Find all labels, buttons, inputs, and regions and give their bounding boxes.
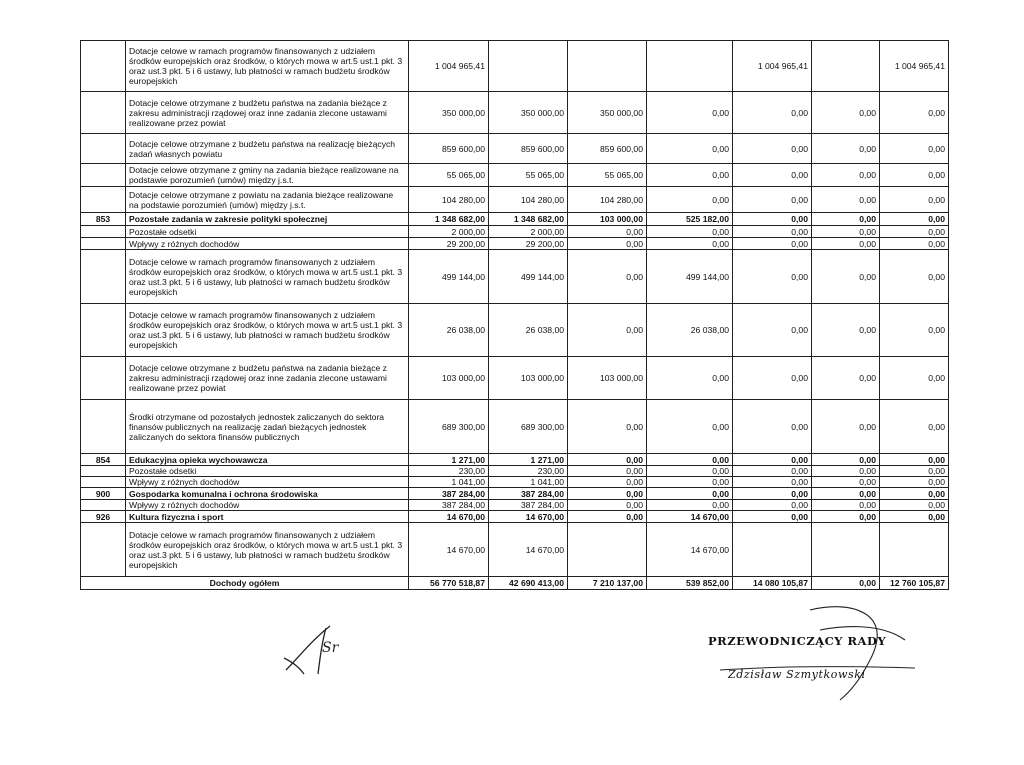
section-code-cell: 900 <box>81 488 126 500</box>
amount-cell: 0,00 <box>647 477 733 488</box>
amount-cell: 0,00 <box>880 304 949 357</box>
amount-cell: 689 300,00 <box>489 400 568 454</box>
table-row <box>81 523 949 577</box>
description-cell: Dotacje celowe w ramach programów finansowanych z udziałem środków europejskich oraz środków, o których mowa w art.5 ust.1 pkt. 3 oraz ust.3 pkt. 5 i 6 ustawy, lub płatności w ramach budżetu środków europejskich <box>126 41 409 92</box>
table-row <box>81 466 949 477</box>
amount-cell: 0,00 <box>812 304 880 357</box>
amount-cell: 0,00 <box>880 92 949 134</box>
budget-income-table <box>80 40 949 590</box>
amount-cell: 859 600,00 <box>568 134 647 164</box>
section-code-cell <box>81 357 126 400</box>
amount-cell: 0,00 <box>880 187 949 213</box>
description-cell: Dotacje celowe w ramach programów finansowanych z udziałem środków europejskich oraz środków, o których mowa w art.5 ust.1 pkt. 3 oraz ust.3 pkt. 5 i 6 ustawy, lub płatności w ramach budżetu środków europejskich <box>126 250 409 304</box>
amount-cell: 0,00 <box>880 511 949 523</box>
description-cell: Środki otrzymane od pozostałych jednostek zaliczanych do sektora finansów publicznych na realizację zadań bieżących jednostek zaliczanych do sektora finansów publicznych <box>126 400 409 454</box>
table-row <box>81 400 949 454</box>
section-code-cell <box>81 500 126 511</box>
description-cell: Edukacyjna opieka wychowawcza <box>126 454 409 466</box>
amount-cell: 0,00 <box>812 477 880 488</box>
total-amount-cell: 12 760 105,87 <box>880 577 949 590</box>
amount-cell: 104 280,00 <box>489 187 568 213</box>
amount-cell: 2 000,00 <box>489 226 568 238</box>
amount-cell: 0,00 <box>812 187 880 213</box>
amount-cell: 0,00 <box>647 226 733 238</box>
amount-cell: 387 284,00 <box>409 488 489 500</box>
amount-cell: 26 038,00 <box>409 304 489 357</box>
table-row <box>81 41 949 92</box>
amount-cell: 0,00 <box>812 213 880 226</box>
amount-cell <box>568 523 647 577</box>
amount-cell: 2 000,00 <box>409 226 489 238</box>
table-row <box>81 488 949 500</box>
description-cell: Pozostałe odsetki <box>126 466 409 477</box>
amount-cell: 0,00 <box>812 466 880 477</box>
table-row <box>81 500 949 511</box>
amount-cell: 0,00 <box>733 511 812 523</box>
amount-cell: 0,00 <box>647 134 733 164</box>
amount-cell: 0,00 <box>880 466 949 477</box>
amount-cell: 0,00 <box>733 164 812 187</box>
description-cell: Wpływy z różnych dochodów <box>126 500 409 511</box>
amount-cell: 0,00 <box>880 164 949 187</box>
amount-cell: 0,00 <box>647 164 733 187</box>
amount-cell: 387 284,00 <box>489 488 568 500</box>
section-code-cell <box>81 304 126 357</box>
amount-cell <box>568 41 647 92</box>
total-amount-cell: 7 210 137,00 <box>568 577 647 590</box>
amount-cell: 0,00 <box>812 454 880 466</box>
amount-cell: 0,00 <box>812 500 880 511</box>
amount-cell: 14 670,00 <box>647 523 733 577</box>
table-row <box>81 187 949 213</box>
total-amount-cell: 539 852,00 <box>647 577 733 590</box>
table-row <box>81 213 949 226</box>
amount-cell: 1 271,00 <box>489 454 568 466</box>
amount-cell: 230,00 <box>489 466 568 477</box>
amount-cell: 0,00 <box>647 187 733 213</box>
amount-cell: 0,00 <box>812 357 880 400</box>
amount-cell: 26 038,00 <box>647 304 733 357</box>
amount-cell <box>647 41 733 92</box>
amount-cell: 0,00 <box>880 357 949 400</box>
description-cell: Dotacje celowe otrzymane z budżetu państwa na realizację bieżących zadań własnych powiatu <box>126 134 409 164</box>
signature-stroke <box>700 600 930 710</box>
amount-cell: 0,00 <box>812 400 880 454</box>
amount-cell: 0,00 <box>733 134 812 164</box>
amount-cell: 0,00 <box>568 466 647 477</box>
table-row <box>81 250 949 304</box>
total-row <box>81 577 949 590</box>
amount-cell: 0,00 <box>733 500 812 511</box>
amount-cell: 0,00 <box>812 226 880 238</box>
amount-cell: 1 004 965,41 <box>733 41 812 92</box>
amount-cell: 0,00 <box>880 238 949 250</box>
total-amount-cell: 56 770 518,87 <box>409 577 489 590</box>
amount-cell: 14 670,00 <box>409 511 489 523</box>
amount-cell: 350 000,00 <box>568 92 647 134</box>
total-label: Dochody ogółem <box>81 577 409 590</box>
amount-cell: 0,00 <box>568 511 647 523</box>
amount-cell: 0,00 <box>647 357 733 400</box>
amount-cell: 0,00 <box>568 477 647 488</box>
amount-cell: 103 000,00 <box>489 357 568 400</box>
table-row <box>81 304 949 357</box>
stamp-title: PRZEWODNICZĄCY RADY <box>708 634 887 648</box>
section-code-cell <box>81 250 126 304</box>
amount-cell: 350 000,00 <box>489 92 568 134</box>
amount-cell <box>812 523 880 577</box>
amount-cell: 1 348 682,00 <box>489 213 568 226</box>
amount-cell: 0,00 <box>812 238 880 250</box>
amount-cell: 499 144,00 <box>647 250 733 304</box>
amount-cell <box>733 523 812 577</box>
description-cell: Gospodarka komunalna i ochrona środowiska <box>126 488 409 500</box>
section-code-cell <box>81 226 126 238</box>
amount-cell: 859 600,00 <box>409 134 489 164</box>
table-row <box>81 357 949 400</box>
amount-cell: 0,00 <box>647 454 733 466</box>
amount-cell: 0,00 <box>880 477 949 488</box>
section-code-cell: 853 <box>81 213 126 226</box>
amount-cell: 103 000,00 <box>568 357 647 400</box>
section-code-cell <box>81 400 126 454</box>
amount-cell: 0,00 <box>568 454 647 466</box>
description-cell: Dotacje celowe w ramach programów finansowanych z udziałem środków europejskich oraz środków, o których mowa w art.5 ust.1 pkt. 3 oraz ust.3 pkt. 5 i 6 ustawy, lub płatności w ramach budżetu środków europejskich <box>126 523 409 577</box>
amount-cell: 1 004 965,41 <box>409 41 489 92</box>
amount-cell: 0,00 <box>568 500 647 511</box>
amount-cell: 0,00 <box>733 466 812 477</box>
amount-cell: 0,00 <box>647 92 733 134</box>
amount-cell: 0,00 <box>733 92 812 134</box>
amount-cell: 0,00 <box>647 238 733 250</box>
amount-cell: 0,00 <box>733 400 812 454</box>
amount-cell: 55 065,00 <box>489 164 568 187</box>
total-amount-cell: 0,00 <box>812 577 880 590</box>
amount-cell: 0,00 <box>733 187 812 213</box>
amount-cell: 0,00 <box>568 238 647 250</box>
amount-cell: 104 280,00 <box>568 187 647 213</box>
amount-cell: 14 670,00 <box>489 523 568 577</box>
amount-cell: 1 271,00 <box>409 454 489 466</box>
amount-cell: 55 065,00 <box>568 164 647 187</box>
amount-cell: 0,00 <box>812 511 880 523</box>
amount-cell: 0,00 <box>733 250 812 304</box>
amount-cell: 26 038,00 <box>489 304 568 357</box>
amount-cell <box>489 41 568 92</box>
amount-cell: 0,00 <box>812 488 880 500</box>
amount-cell: 1 348 682,00 <box>409 213 489 226</box>
amount-cell: 14 670,00 <box>409 523 489 577</box>
amount-cell: 499 144,00 <box>489 250 568 304</box>
amount-cell: 859 600,00 <box>489 134 568 164</box>
table-row <box>81 226 949 238</box>
section-code-cell <box>81 187 126 213</box>
description-cell: Dotacje celowe otrzymane z budżetu państwa na zadania bieżące z zakresu administracji rządowej oraz inne zadania zlecone ustawami realizowane przez powiat <box>126 357 409 400</box>
amount-cell: 0,00 <box>812 250 880 304</box>
total-amount-cell: 42 690 413,00 <box>489 577 568 590</box>
amount-cell: 0,00 <box>647 500 733 511</box>
amount-cell: 0,00 <box>647 400 733 454</box>
amount-cell: 29 200,00 <box>409 238 489 250</box>
section-code-cell <box>81 134 126 164</box>
table-row <box>81 134 949 164</box>
amount-cell: 0,00 <box>568 488 647 500</box>
initials-text: Sr <box>322 640 339 656</box>
amount-cell: 0,00 <box>733 454 812 466</box>
amount-cell: 104 280,00 <box>409 187 489 213</box>
amount-cell: 499 144,00 <box>409 250 489 304</box>
amount-cell: 14 670,00 <box>647 511 733 523</box>
amount-cell: 0,00 <box>647 488 733 500</box>
section-code-cell <box>81 41 126 92</box>
amount-cell: 0,00 <box>812 92 880 134</box>
amount-cell: 350 000,00 <box>409 92 489 134</box>
table-row <box>81 511 949 523</box>
amount-cell: 230,00 <box>409 466 489 477</box>
amount-cell: 0,00 <box>733 357 812 400</box>
section-code-cell <box>81 238 126 250</box>
amount-cell: 0,00 <box>812 134 880 164</box>
table-row <box>81 454 949 466</box>
amount-cell: 103 000,00 <box>568 213 647 226</box>
amount-cell: 0,00 <box>880 400 949 454</box>
total-amount-cell: 14 080 105,87 <box>733 577 812 590</box>
amount-cell: 0,00 <box>733 304 812 357</box>
description-cell: Pozostałe odsetki <box>126 226 409 238</box>
amount-cell: 0,00 <box>568 250 647 304</box>
amount-cell: 0,00 <box>812 164 880 187</box>
amount-cell: 0,00 <box>733 213 812 226</box>
amount-cell: 0,00 <box>880 213 949 226</box>
amount-cell: 0,00 <box>880 488 949 500</box>
signature-initials <box>278 618 368 678</box>
description-cell: Dotacje celowe otrzymane z powiatu na zadania bieżące realizowane na podstawie porozumień (umów) między j.s.t. <box>126 187 409 213</box>
amount-cell: 0,00 <box>568 226 647 238</box>
table-row <box>81 238 949 250</box>
amount-cell: 387 284,00 <box>489 500 568 511</box>
amount-cell: 29 200,00 <box>489 238 568 250</box>
amount-cell: 0,00 <box>880 500 949 511</box>
amount-cell <box>812 41 880 92</box>
amount-cell <box>880 523 949 577</box>
description-cell: Dotacje celowe w ramach programów finansowanych z udziałem środków europejskich oraz środków, o których mowa w art.5 ust.1 pkt. 3 oraz ust.3 pkt. 5 i 6 ustawy, lub płatności w ramach budżetu środków europejskich <box>126 304 409 357</box>
amount-cell: 0,00 <box>647 466 733 477</box>
stamp-name: Zdzisław Szmytkowski <box>728 668 866 681</box>
amount-cell: 0,00 <box>733 226 812 238</box>
amount-cell: 0,00 <box>568 304 647 357</box>
amount-cell: 0,00 <box>733 238 812 250</box>
amount-cell: 14 670,00 <box>489 511 568 523</box>
table-row <box>81 477 949 488</box>
amount-cell: 55 065,00 <box>409 164 489 187</box>
amount-cell: 103 000,00 <box>409 357 489 400</box>
amount-cell: 1 004 965,41 <box>880 41 949 92</box>
section-code-cell <box>81 92 126 134</box>
description-cell: Wpływy z różnych dochodów <box>126 477 409 488</box>
section-code-cell: 926 <box>81 511 126 523</box>
description-cell: Wpływy z różnych dochodów <box>126 238 409 250</box>
amount-cell: 0,00 <box>880 454 949 466</box>
table-row <box>81 164 949 187</box>
amount-cell: 0,00 <box>733 488 812 500</box>
section-code-cell <box>81 164 126 187</box>
amount-cell: 387 284,00 <box>409 500 489 511</box>
amount-cell: 1 041,00 <box>409 477 489 488</box>
amount-cell: 0,00 <box>733 477 812 488</box>
description-cell: Dotacje celowe otrzymane z budżetu państwa na zadania bieżące z zakresu administracji rządowej oraz inne zadania zlecone ustawami realizowane przez powiat <box>126 92 409 134</box>
amount-cell: 689 300,00 <box>409 400 489 454</box>
table-row <box>81 92 949 134</box>
amount-cell: 0,00 <box>880 134 949 164</box>
amount-cell: 0,00 <box>880 250 949 304</box>
section-code-cell <box>81 523 126 577</box>
section-code-cell: 854 <box>81 454 126 466</box>
amount-cell: 0,00 <box>880 226 949 238</box>
description-cell: Kultura fizyczna i sport <box>126 511 409 523</box>
description-cell: Dotacje celowe otrzymane z gminy na zadania bieżące realizowane na podstawie porozumień (umów) między j.s.t. <box>126 164 409 187</box>
amount-cell: 1 041,00 <box>489 477 568 488</box>
section-code-cell <box>81 466 126 477</box>
amount-cell: 525 182,00 <box>647 213 733 226</box>
amount-cell: 0,00 <box>568 400 647 454</box>
description-cell: Pozostałe zadania w zakresie polityki społecznej <box>126 213 409 226</box>
section-code-cell <box>81 477 126 488</box>
